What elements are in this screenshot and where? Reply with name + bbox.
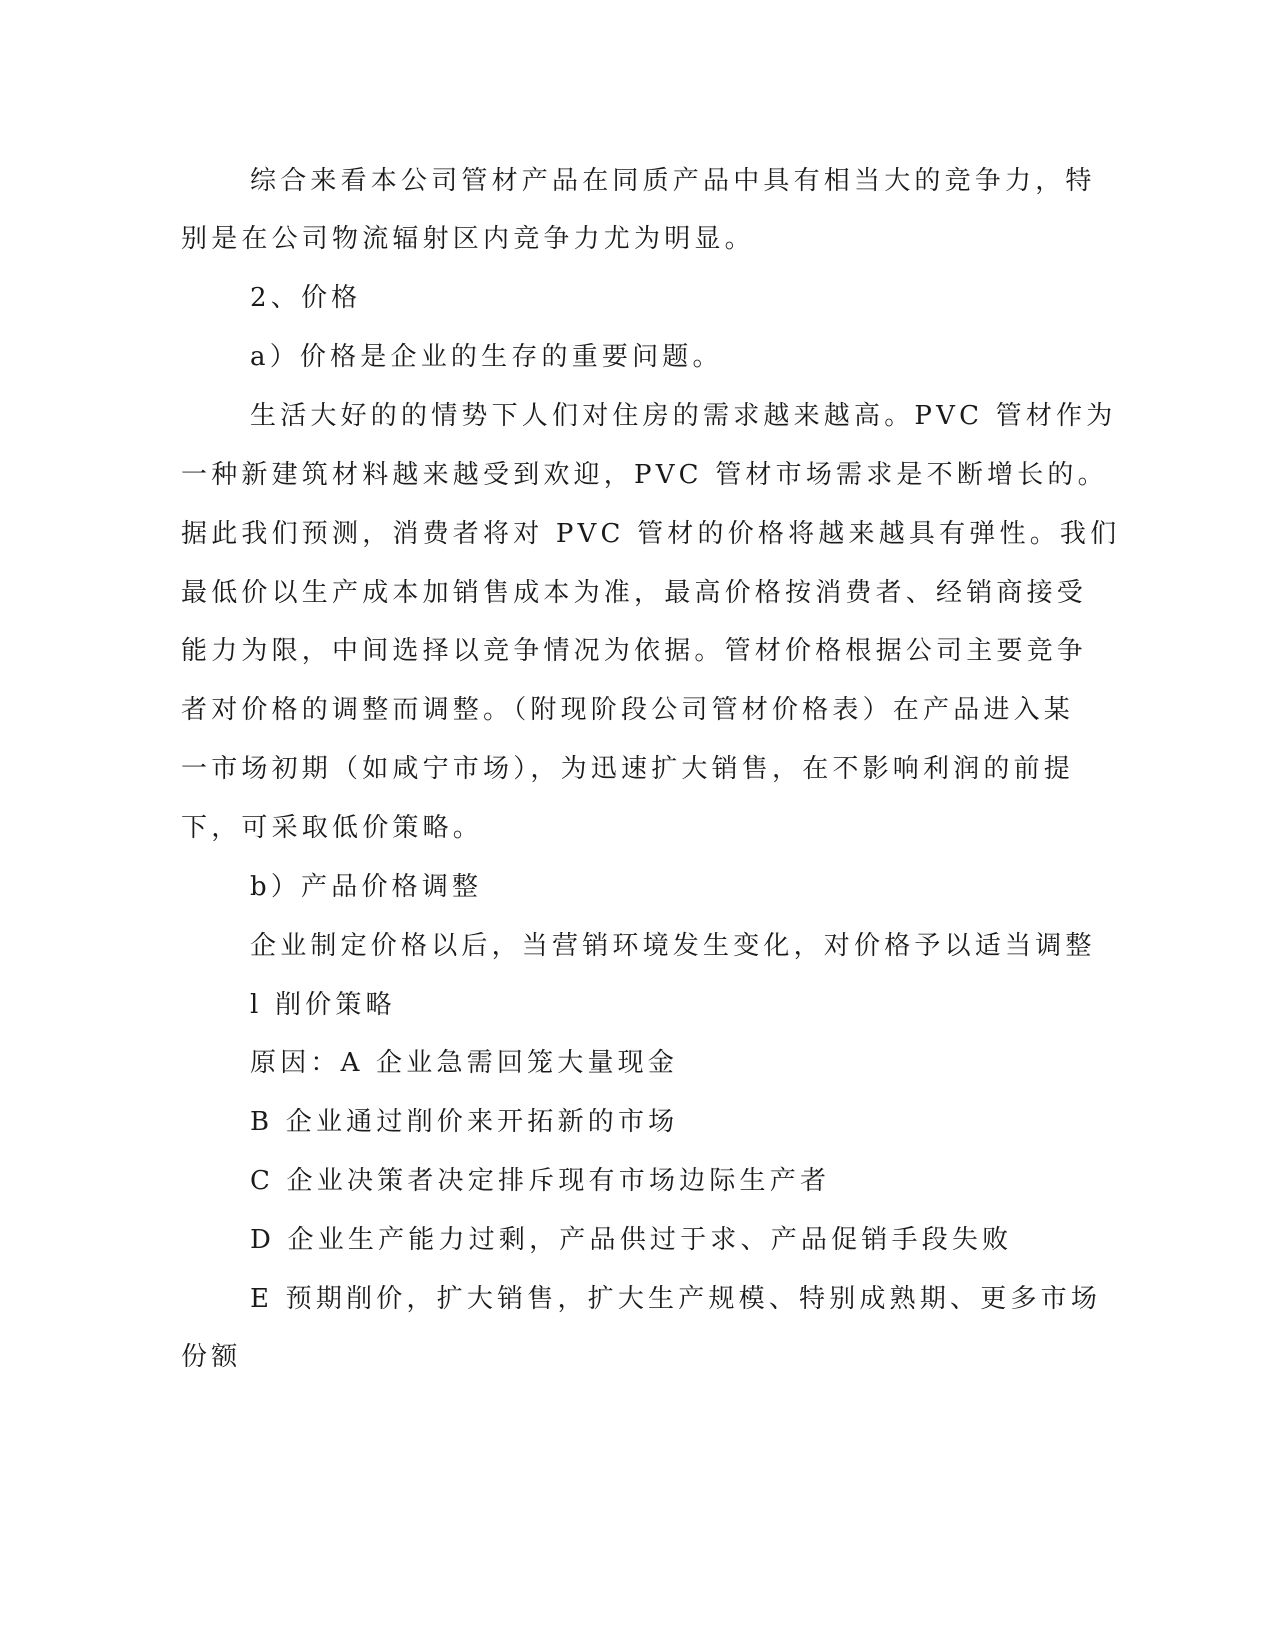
- section-heading-price: 2、价格: [250, 283, 362, 313]
- list-item-reason-d: D 企业生产能力过剩，产品供过于求、产品促销手段失败: [250, 1225, 1013, 1255]
- paragraph-pricing-line-6: 者对价格的调整而调整。（附现阶段公司管材价格表）在产品进入某: [181, 695, 1075, 725]
- paragraph-pricing-line-1: 生活大好的的情势下人们对住房的需求越来越高。PVC 管材作为: [250, 401, 1117, 431]
- paragraph-pricing-line-3: 据此我们预测，消费者将对 PVC 管材的价格将越来越具有弹性。我们: [181, 519, 1121, 549]
- paragraph-adjustment: 企业制定价格以后，当营销环境发生变化，对价格予以适当调整: [250, 931, 1096, 961]
- list-item-reason-e-line-2: 份额: [181, 1342, 242, 1372]
- paragraph-summary-line-2: 别是在公司物流辐射区内竞争力尤为明显。: [181, 224, 755, 254]
- list-item-reason-e-line-1: E 预期削价，扩大销售，扩大生产规模、特别成熟期、更多市场: [250, 1284, 1102, 1314]
- list-item-reason-c: C 企业决策者决定排斥现有市场边际生产者: [250, 1166, 831, 1196]
- list-item-reason-b: B 企业通过削价来开拓新的市场: [250, 1107, 679, 1137]
- paragraph-pricing-line-2: 一种新建筑材料越来越受到欢迎，PVC 管材市场需求是不断增长的。: [181, 460, 1108, 490]
- paragraph-pricing-line-5: 能力为限，中间选择以竞争情况为依据。管材价格根据公司主要竞争: [181, 636, 1088, 666]
- list-item-reason-a: 原因：A 企业急需回笼大量现金: [250, 1048, 679, 1078]
- list-heading-price-cut-strategy: l 削价策略: [250, 990, 396, 1020]
- paragraph-pricing-line-8: 下，可采取低价策略。: [181, 813, 484, 843]
- paragraph-pricing-line-4: 最低价以生产成本加销售成本为准，最高价格按消费者、经销商接受: [181, 578, 1088, 608]
- paragraph-pricing-line-7: 一市场初期（如咸宁市场），为迅速扩大销售，在不影响利润的前提: [181, 754, 1075, 784]
- paragraph-summary-line-1: 综合来看本公司管材产品在同质产品中具有相当大的竞争力，特: [250, 166, 1096, 196]
- subheading-price-adjustment: b）产品价格调整: [250, 872, 483, 902]
- subheading-price-importance: a）价格是企业的生存的重要问题。: [250, 342, 723, 372]
